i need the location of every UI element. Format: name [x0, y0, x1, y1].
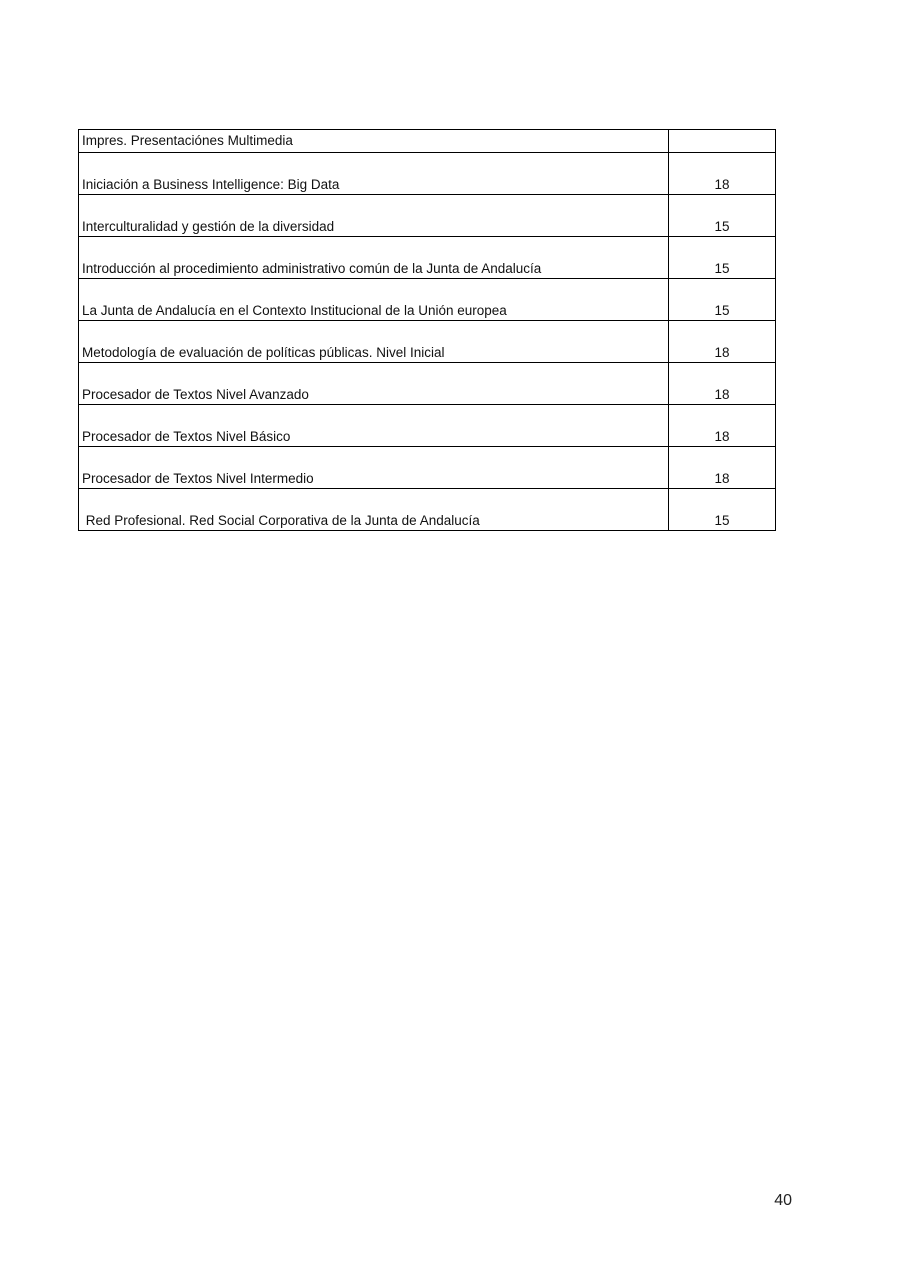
- course-name-cell: Procesador de Textos Nivel Intermedio: [79, 447, 669, 489]
- course-name-cell: Metodología de evaluación de políticas públicas. Nivel Inicial: [79, 321, 669, 363]
- course-hours-cell: 18: [669, 153, 776, 195]
- course-hours-cell: 15: [669, 489, 776, 531]
- course-hours-cell: 18: [669, 321, 776, 363]
- table-row: [79, 405, 776, 447]
- course-hours-cell: 18: [669, 447, 776, 489]
- course-name-cell: Procesador de Textos Nivel Avanzado: [79, 363, 669, 405]
- table-row: [79, 279, 776, 321]
- table-row: [79, 195, 776, 237]
- course-hours-cell: [669, 130, 776, 153]
- table-row: [79, 447, 776, 489]
- table-row: [79, 321, 776, 363]
- course-name-cell: Interculturalidad y gestión de la diversidad: [79, 195, 669, 237]
- course-name-cell: Impres. Presentaciónes Multimedia: [79, 130, 669, 153]
- course-hours-cell: 15: [669, 237, 776, 279]
- table-row: [79, 237, 776, 279]
- course-hours-cell: 18: [669, 363, 776, 405]
- course-name-cell: Procesador de Textos Nivel Básico: [79, 405, 669, 447]
- page-number: 40: [774, 1192, 792, 1209]
- table-row: [79, 130, 776, 153]
- table-row: [79, 489, 776, 531]
- table-row: [79, 153, 776, 195]
- course-name-cell: La Junta de Andalucía en el Contexto Institucional de la Unión europea: [79, 279, 669, 321]
- course-hours-cell: 15: [669, 279, 776, 321]
- course-name-cell: Red Profesional. Red Social Corporativa de la Junta de Andalucía: [79, 489, 669, 531]
- course-hours-cell: 15: [669, 195, 776, 237]
- table-row: [79, 363, 776, 405]
- course-name-cell: Introducción al procedimiento administrativo común de la Junta de Andalucía: [79, 237, 669, 279]
- course-name-cell: Iniciación a Business Intelligence: Big Data: [79, 153, 669, 195]
- course-table: [78, 129, 776, 531]
- course-hours-cell: 18: [669, 405, 776, 447]
